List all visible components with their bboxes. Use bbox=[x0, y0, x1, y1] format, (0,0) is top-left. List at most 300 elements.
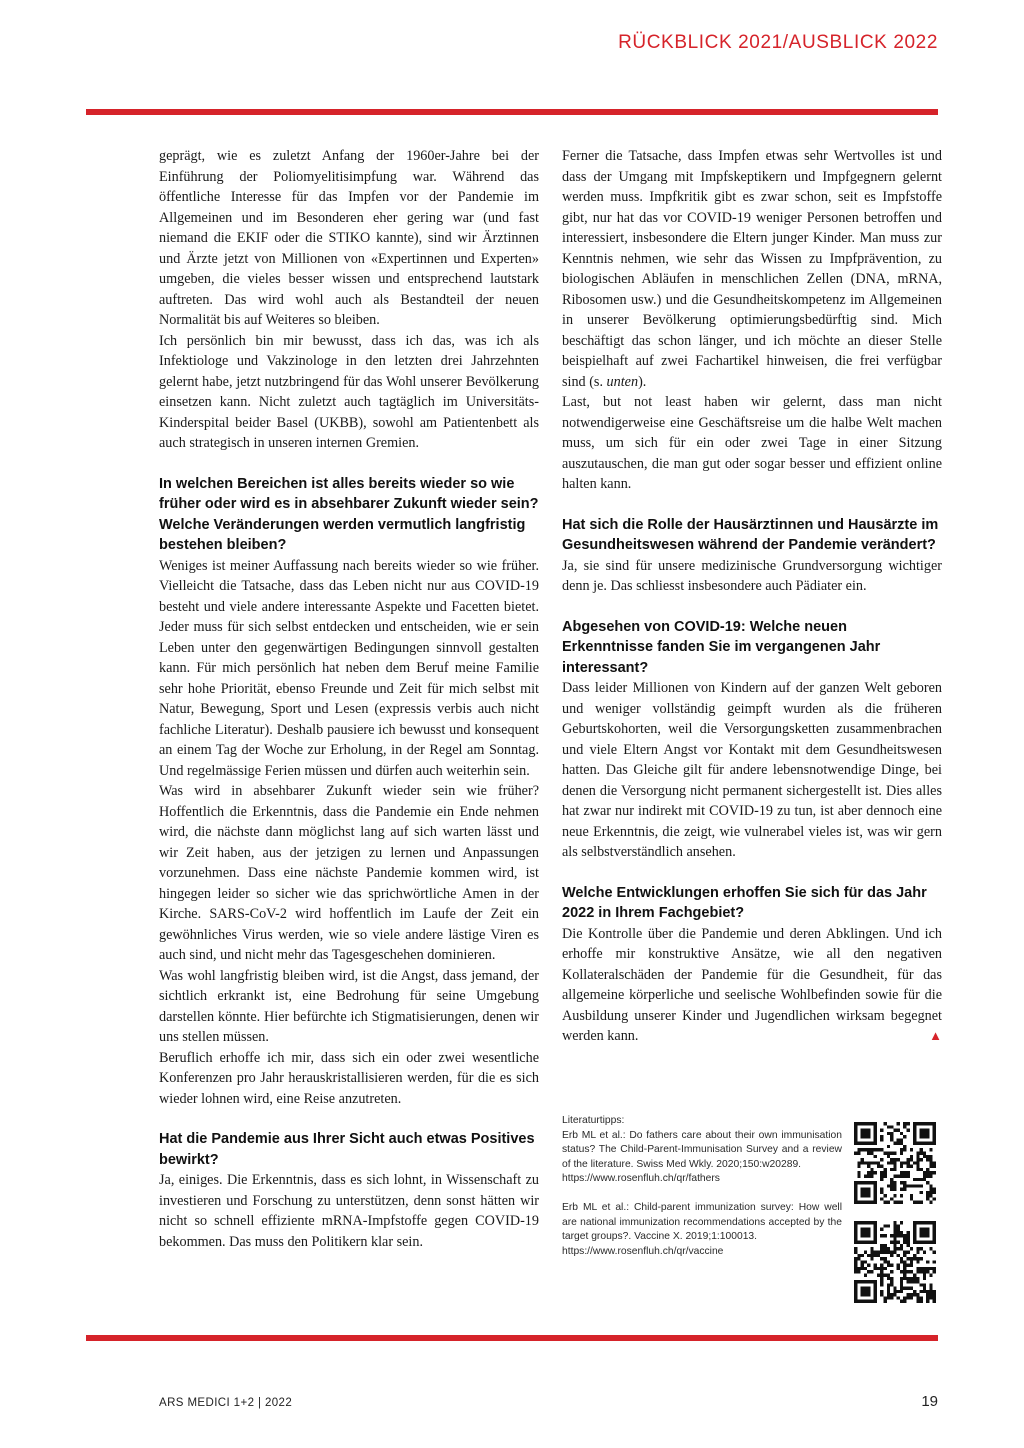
qr-module bbox=[854, 1251, 857, 1254]
qr-module bbox=[929, 1221, 932, 1224]
emphasis-text: unten bbox=[606, 373, 639, 390]
qr-module bbox=[884, 1234, 887, 1237]
qr-module bbox=[906, 1234, 909, 1237]
question-heading: Welche Entwicklungen erhoffen Sie sich für das Jahr 2022 in Ihrem Fachgebiet? bbox=[562, 884, 927, 921]
qr-module bbox=[874, 1287, 877, 1290]
qr-module bbox=[913, 1234, 916, 1237]
qr-module bbox=[854, 1237, 857, 1240]
qr-module bbox=[916, 1168, 919, 1171]
qr-module bbox=[854, 1188, 857, 1191]
qr-module bbox=[854, 1135, 857, 1138]
qr-module bbox=[900, 1174, 903, 1177]
qr-module bbox=[913, 1257, 916, 1260]
qr-module bbox=[890, 1296, 893, 1299]
qr-module bbox=[926, 1181, 929, 1184]
paragraph: Dass leider Millionen von Kindern auf der ganzen Welt geboren und weniger vollständig geimpft wurden als die früheren Geburtskohorten, weil die Versorgungsketten zusammenbrachen und viele Eltern Angst vor Kontakt mit dem Gesundheitswesen hatten. Das Gleiche gilt für andere lebensnotwendige Dinge, bei denen die Versorgung nicht permanent sichergestellt ist. Dies alles hat zwar nur indirekt mit COVID-19 zu tun, ist aber dennoch eine neue Erkenntnis, die zeigt, wie vulnerabel vieles ist, was wir gern als selbstverständlich ansehen. bbox=[562, 680, 942, 860]
qr-module bbox=[887, 1152, 890, 1155]
qr-module bbox=[857, 1122, 860, 1125]
qr-module bbox=[887, 1145, 890, 1148]
qr-module bbox=[864, 1161, 867, 1164]
qr-module bbox=[916, 1142, 919, 1145]
qr-module bbox=[854, 1270, 857, 1273]
qr-module bbox=[854, 1224, 857, 1227]
qr-module bbox=[903, 1287, 906, 1290]
qr-module bbox=[906, 1161, 909, 1164]
qr-module bbox=[893, 1231, 896, 1234]
qr-module bbox=[916, 1267, 919, 1270]
paragraph-text: Die Kontrolle über die Pandemie und deren Abklingen. Und ich erhoffe mir konstruktive Ansätze, wie all den negativen Kollateralschäden der Pandemie für die Gesundheit, für das allgemeine körperliche und seelische Wohlbefinden sowie für die Ausbildung unserer Kinder und Jugendlichen wirksam begegnet werden kann. bbox=[562, 925, 942, 1044]
qr-module bbox=[887, 1251, 890, 1254]
qr-module bbox=[910, 1287, 913, 1290]
qr-module bbox=[929, 1174, 932, 1177]
question-heading: Abgesehen von COVID-19: Welche neuen Erkenntnisse fanden Sie im vergangenen Jahr interessant? bbox=[562, 618, 881, 676]
qr-module bbox=[867, 1290, 870, 1293]
qr-module bbox=[906, 1122, 909, 1125]
qr-module bbox=[906, 1293, 909, 1296]
qr-module bbox=[877, 1251, 880, 1254]
qr-module bbox=[900, 1280, 903, 1283]
header-rule bbox=[86, 109, 938, 115]
qr-module bbox=[854, 1231, 857, 1234]
qr-module bbox=[857, 1257, 860, 1260]
qr-module bbox=[861, 1231, 864, 1234]
qr-module bbox=[884, 1257, 887, 1260]
right-column bbox=[562, 146, 942, 1047]
qr-module bbox=[903, 1267, 906, 1270]
qr-module bbox=[864, 1251, 867, 1254]
qr-module bbox=[880, 1280, 883, 1283]
qr-module bbox=[933, 1296, 936, 1299]
qr-module bbox=[929, 1188, 932, 1191]
qr-module bbox=[884, 1267, 887, 1270]
qr-module bbox=[861, 1191, 864, 1194]
qr-module bbox=[920, 1241, 923, 1244]
qr-module bbox=[926, 1132, 929, 1135]
qr-module bbox=[910, 1158, 913, 1161]
qr-module bbox=[913, 1228, 916, 1231]
qr-module bbox=[923, 1273, 926, 1276]
qr-module bbox=[906, 1257, 909, 1260]
qr-module bbox=[920, 1158, 923, 1161]
qr-module bbox=[867, 1165, 870, 1168]
qr-module bbox=[923, 1267, 926, 1270]
qr-module bbox=[874, 1129, 877, 1132]
qr-module bbox=[857, 1148, 860, 1151]
qr-module bbox=[900, 1277, 903, 1280]
literature-link[interactable]: https://www.rosenfluh.ch/qr/fathers bbox=[562, 1173, 720, 1185]
qr-module bbox=[874, 1135, 877, 1138]
qr-module bbox=[854, 1264, 857, 1267]
qr-module bbox=[929, 1273, 932, 1276]
qr-module bbox=[884, 1300, 887, 1303]
qr-module bbox=[887, 1283, 890, 1286]
qr-module bbox=[864, 1194, 867, 1197]
qr-module bbox=[867, 1228, 870, 1231]
qr-module bbox=[893, 1251, 896, 1254]
qr-module bbox=[893, 1287, 896, 1290]
qr-module bbox=[884, 1296, 887, 1299]
qr-module bbox=[916, 1293, 919, 1296]
qr-module bbox=[854, 1129, 857, 1132]
qr-module bbox=[893, 1244, 896, 1247]
qr-module bbox=[880, 1234, 883, 1237]
qr-module bbox=[903, 1300, 906, 1303]
qr-module bbox=[923, 1231, 926, 1234]
qr-module bbox=[900, 1161, 903, 1164]
publication-info: ARS MEDICI 1+2 | 2022 bbox=[159, 1397, 293, 1409]
qr-module bbox=[910, 1148, 913, 1151]
qr-code-icon[interactable] bbox=[854, 1122, 936, 1204]
qr-module bbox=[857, 1201, 860, 1204]
qr-module bbox=[910, 1194, 913, 1197]
qr-module bbox=[933, 1221, 936, 1224]
qr-module bbox=[857, 1300, 860, 1303]
qr-module bbox=[887, 1273, 890, 1276]
qr-module bbox=[900, 1138, 903, 1141]
qr-module bbox=[900, 1194, 903, 1197]
qr-module bbox=[887, 1201, 890, 1204]
qr-module bbox=[890, 1125, 893, 1128]
paragraph: geprägt, wie es zuletzt Anfang der 1960er-Jahre bei der Einführung der Poliomyelitisimpfung war. Während das öffentliche Interesse für das Impfen vor der Pandemie im Allgemeinen und im Besonderen eher gering war (und fast niemand die EKIF oder die STIKO kannte), sind wir Ärztinnen und Ärzte jetzt von Millionen von «Expertinnen und Experten» umgeben, die vieles besser wissen und entsprechend lautstark auftreten. Das wird wohl auch als Bestandteil der neuen Normalität bis auf Weiteres so bleiben. bbox=[159, 148, 539, 328]
qr-module bbox=[880, 1257, 883, 1260]
qr-module bbox=[854, 1293, 857, 1296]
qr-module bbox=[900, 1300, 903, 1303]
qr-module bbox=[861, 1132, 864, 1135]
qr-module bbox=[854, 1194, 857, 1197]
qr-module bbox=[920, 1257, 923, 1260]
qr-module bbox=[920, 1296, 923, 1299]
qr-module bbox=[903, 1135, 906, 1138]
qr-module bbox=[893, 1165, 896, 1168]
qr-module bbox=[893, 1221, 896, 1224]
qr-module bbox=[867, 1201, 870, 1204]
qr-module bbox=[929, 1293, 932, 1296]
qr-module bbox=[900, 1234, 903, 1237]
qr-module bbox=[884, 1122, 887, 1125]
qr-module bbox=[897, 1254, 900, 1257]
qr-module bbox=[913, 1178, 916, 1181]
qr-module bbox=[923, 1132, 926, 1135]
qr-module bbox=[854, 1221, 857, 1224]
qr-module bbox=[933, 1122, 936, 1125]
qr-module bbox=[920, 1231, 923, 1234]
question-heading: Hat die Pandemie aus Ihrer Sicht auch etwas Positives bewirkt? bbox=[159, 1131, 535, 1168]
qr-module bbox=[916, 1158, 919, 1161]
qr-module bbox=[870, 1142, 873, 1145]
qr-module bbox=[926, 1174, 929, 1177]
qr-module bbox=[887, 1260, 890, 1263]
qr-module bbox=[861, 1135, 864, 1138]
qr-code-icon[interactable] bbox=[854, 1221, 936, 1303]
qr-module bbox=[929, 1267, 932, 1270]
qr-module bbox=[854, 1142, 857, 1145]
qr-module bbox=[867, 1241, 870, 1244]
qr-module bbox=[920, 1132, 923, 1135]
literature-heading: Literaturtipps: bbox=[562, 1115, 625, 1126]
qr-module bbox=[893, 1201, 896, 1204]
qr-module bbox=[926, 1197, 929, 1200]
qr-module bbox=[893, 1293, 896, 1296]
qr-module bbox=[923, 1283, 926, 1286]
qr-module bbox=[867, 1254, 870, 1257]
qr-module bbox=[897, 1158, 900, 1161]
qr-module bbox=[897, 1296, 900, 1299]
qr-module bbox=[903, 1254, 906, 1257]
qr-module bbox=[890, 1138, 893, 1141]
qr-module bbox=[890, 1234, 893, 1237]
qr-module bbox=[923, 1142, 926, 1145]
qr-module bbox=[900, 1231, 903, 1234]
qr-module bbox=[874, 1234, 877, 1237]
qr-module bbox=[933, 1290, 936, 1293]
qr-module bbox=[864, 1191, 867, 1194]
qr-module bbox=[920, 1234, 923, 1237]
qr-module bbox=[926, 1228, 929, 1231]
end-triangle-icon: ▲ bbox=[929, 1028, 942, 1043]
qr-module bbox=[910, 1293, 913, 1296]
qr-module bbox=[906, 1264, 909, 1267]
qr-module bbox=[893, 1237, 896, 1240]
qr-module bbox=[929, 1201, 932, 1204]
qr-module bbox=[887, 1277, 890, 1280]
qr-module bbox=[874, 1280, 877, 1283]
qr-module bbox=[857, 1161, 860, 1164]
qr-module bbox=[926, 1168, 929, 1171]
qr-module bbox=[861, 1260, 864, 1263]
qr-module bbox=[880, 1228, 883, 1231]
qr-module bbox=[903, 1237, 906, 1240]
qr-module bbox=[880, 1247, 883, 1250]
qr-module bbox=[910, 1296, 913, 1299]
qr-module bbox=[910, 1257, 913, 1260]
qr-module bbox=[913, 1237, 916, 1240]
qr-module bbox=[880, 1165, 883, 1168]
qr-module bbox=[900, 1244, 903, 1247]
qr-module bbox=[870, 1174, 873, 1177]
qr-module bbox=[929, 1296, 932, 1299]
qr-module bbox=[906, 1237, 909, 1240]
qr-module bbox=[923, 1155, 926, 1158]
qr-module bbox=[923, 1277, 926, 1280]
qr-module bbox=[929, 1165, 932, 1168]
qr-module bbox=[913, 1129, 916, 1132]
qr-module bbox=[920, 1142, 923, 1145]
qr-module bbox=[854, 1280, 857, 1283]
qr-module bbox=[890, 1181, 893, 1184]
qr-module bbox=[877, 1254, 880, 1257]
qr-module bbox=[890, 1135, 893, 1138]
qr-module bbox=[864, 1234, 867, 1237]
qr-module bbox=[880, 1174, 883, 1177]
qr-module bbox=[874, 1188, 877, 1191]
qr-module bbox=[880, 1244, 883, 1247]
qr-module bbox=[893, 1194, 896, 1197]
qr-module bbox=[874, 1264, 877, 1267]
qr-module bbox=[933, 1231, 936, 1234]
qr-module bbox=[854, 1228, 857, 1231]
paragraph: Last, but not least haben wir gelernt, dass man nicht notwendigerweise eine Geschäftsreise um die halbe Welt machen muss, um sich für ein oder zwei Tage in einer Sitzung auszutauschen, die man gut oder sogar besser und effizient online halten kann. bbox=[562, 394, 942, 492]
section-title: RÜCKBLICK 2021/AUSBLICK 2022 bbox=[618, 32, 938, 53]
literature-link[interactable]: https://www.rosenfluh.ch/qr/vaccine bbox=[562, 1245, 724, 1257]
qr-module bbox=[867, 1132, 870, 1135]
qr-module bbox=[887, 1290, 890, 1293]
qr-module bbox=[913, 1161, 916, 1164]
qr-module bbox=[880, 1290, 883, 1293]
qr-module bbox=[854, 1184, 857, 1187]
qr-module bbox=[867, 1231, 870, 1234]
qr-module bbox=[880, 1283, 883, 1286]
qr-module bbox=[916, 1201, 919, 1204]
qr-module bbox=[903, 1181, 906, 1184]
page-number: 19 bbox=[921, 1393, 938, 1410]
qr-module bbox=[880, 1270, 883, 1273]
qr-module bbox=[887, 1161, 890, 1164]
qr-module bbox=[929, 1142, 932, 1145]
qr-module bbox=[861, 1293, 864, 1296]
qr-module bbox=[874, 1237, 877, 1240]
qr-module bbox=[906, 1277, 909, 1280]
qr-module bbox=[906, 1287, 909, 1290]
qr-module bbox=[926, 1171, 929, 1174]
qr-module bbox=[867, 1148, 870, 1151]
qr-module bbox=[933, 1237, 936, 1240]
qr-module bbox=[861, 1148, 864, 1151]
qr-module bbox=[857, 1181, 860, 1184]
qr-module bbox=[874, 1231, 877, 1234]
qr-module bbox=[900, 1171, 903, 1174]
qr-module bbox=[913, 1135, 916, 1138]
qr-module bbox=[903, 1184, 906, 1187]
qr-module bbox=[903, 1273, 906, 1276]
qr-module bbox=[870, 1241, 873, 1244]
qr-module bbox=[893, 1290, 896, 1293]
qr-module bbox=[890, 1188, 893, 1191]
qr-module bbox=[867, 1293, 870, 1296]
qr-module bbox=[920, 1270, 923, 1273]
qr-module bbox=[864, 1273, 867, 1276]
qr-module bbox=[874, 1181, 877, 1184]
qr-module bbox=[867, 1152, 870, 1155]
qr-module bbox=[926, 1290, 929, 1293]
qr-module bbox=[923, 1290, 926, 1293]
qr-module bbox=[854, 1122, 857, 1125]
qr-module bbox=[867, 1280, 870, 1283]
qr-module bbox=[880, 1188, 883, 1191]
qr-module bbox=[874, 1300, 877, 1303]
qr-module bbox=[887, 1264, 890, 1267]
qr-module bbox=[857, 1267, 860, 1270]
qr-module bbox=[864, 1231, 867, 1234]
qr-module bbox=[870, 1280, 873, 1283]
qr-module bbox=[890, 1293, 893, 1296]
qr-module bbox=[870, 1148, 873, 1151]
qr-module bbox=[854, 1197, 857, 1200]
qr-module bbox=[890, 1197, 893, 1200]
qr-module bbox=[916, 1178, 919, 1181]
qr-module bbox=[884, 1251, 887, 1254]
qr-module bbox=[913, 1231, 916, 1234]
qr-module bbox=[870, 1251, 873, 1254]
qr-module bbox=[933, 1171, 936, 1174]
qr-module bbox=[929, 1161, 932, 1164]
qr-module bbox=[874, 1194, 877, 1197]
qr-module bbox=[874, 1241, 877, 1244]
qr-module bbox=[880, 1267, 883, 1270]
qr-module bbox=[906, 1231, 909, 1234]
qr-module bbox=[861, 1241, 864, 1244]
qr-module bbox=[923, 1287, 926, 1290]
paragraph: Ich persönlich bin mir bewusst, dass ich das, was ich als Infektiologe und Vakzinologe in den letzten drei Jahrzehnten gelernt habe, jetzt nutzbringend für das Wohl unserer Bevölkerung einsetzen kann. Nicht zuletzt auch tagtäglich im Universitäts-Kinderspital beider Basel (UKBB), sowohl am Patientenbett als auch strategisch in unseren internen Gremien. bbox=[159, 332, 539, 451]
qr-module bbox=[870, 1221, 873, 1224]
qr-module bbox=[890, 1264, 893, 1267]
paragraph: Beruflich erhoffe ich mir, dass sich ein oder zwei wesentliche Konferenzen pro Jahr herauskristallisieren werden, für die es sich wieder lohnen wird, eine Reise anzutreten. bbox=[159, 1049, 539, 1107]
qr-module bbox=[926, 1129, 929, 1132]
qr-module bbox=[910, 1270, 913, 1273]
qr-module bbox=[910, 1280, 913, 1283]
qr-module bbox=[926, 1155, 929, 1158]
qr-module bbox=[910, 1247, 913, 1250]
qr-module bbox=[920, 1129, 923, 1132]
qr-module bbox=[916, 1270, 919, 1273]
qr-module bbox=[900, 1287, 903, 1290]
qr-module bbox=[923, 1171, 926, 1174]
qr-module bbox=[903, 1145, 906, 1148]
qr-module bbox=[897, 1267, 900, 1270]
qr-module bbox=[913, 1254, 916, 1257]
qr-module bbox=[874, 1290, 877, 1293]
literature-box bbox=[562, 1114, 842, 1259]
qr-module bbox=[880, 1148, 883, 1151]
qr-module bbox=[854, 1260, 857, 1263]
qr-module bbox=[867, 1194, 870, 1197]
qr-module bbox=[933, 1197, 936, 1200]
qr-module bbox=[880, 1251, 883, 1254]
qr-module bbox=[884, 1244, 887, 1247]
qr-module bbox=[861, 1161, 864, 1164]
qr-module bbox=[854, 1283, 857, 1286]
qr-module bbox=[903, 1148, 906, 1151]
qr-module bbox=[890, 1254, 893, 1257]
qr-module bbox=[893, 1142, 896, 1145]
qr-module bbox=[880, 1158, 883, 1161]
qr-module bbox=[920, 1191, 923, 1194]
qr-module bbox=[916, 1161, 919, 1164]
qr-module bbox=[864, 1129, 867, 1132]
qr-module bbox=[897, 1129, 900, 1132]
qr-module bbox=[916, 1152, 919, 1155]
qr-module bbox=[923, 1129, 926, 1132]
qr-module bbox=[893, 1184, 896, 1187]
qr-module bbox=[910, 1155, 913, 1158]
qr-module bbox=[874, 1138, 877, 1141]
paragraph-text: Ferner die Tatsache, dass Impfen etwas sehr Wertvolles ist und dass der Umgang mit Impfskeptikern und Impfgegnern gelernt werden muss. Impfkritik gibt es zwar schon, seit es Impfstoffe gibt, nur hat das vor COVID-19 weniger Personen betroffen und interessiert, insbesondere die Eltern junger Kinder. Man muss zur Kenntnis nehmen, wie sehr das Wissen zu Impfprävention, zu biologischen Abläufen in menschlichen Zellen (DNA, mRNA, Ribosomen usw.) und die Gesundheitskompetenz im Allgemeinen in unserer Bevölkerung optimierungsbedürftig sind. Mich beschäftigt das schon länger, und ich möchte an dieser Stelle beispielhaft auf zwei Fachartikel hinweisen, die frei verfügbar sind (s. bbox=[562, 148, 942, 390]
qr-module bbox=[933, 1267, 936, 1270]
qr-module bbox=[929, 1194, 932, 1197]
qr-module bbox=[867, 1171, 870, 1174]
qr-module bbox=[861, 1194, 864, 1197]
qr-module bbox=[867, 1188, 870, 1191]
qr-module bbox=[916, 1277, 919, 1280]
qr-module bbox=[920, 1201, 923, 1204]
qr-module bbox=[864, 1228, 867, 1231]
qr-module bbox=[933, 1300, 936, 1303]
paragraph: Ja, einiges. Die Erkenntnis, dass es sich lohnt, in Wissenschaft zu investieren und Forschung zu unterstützen, denn sonst hätten wir nicht so schnell effiziente mRNA-Impfstoffe gegen COVID-19 bekommen. Das muss den Politikern klar sein. bbox=[159, 1172, 539, 1250]
qr-module bbox=[929, 1290, 932, 1293]
qr-module bbox=[897, 1231, 900, 1234]
qr-module bbox=[874, 1228, 877, 1231]
qr-module bbox=[913, 1224, 916, 1227]
qr-module bbox=[933, 1224, 936, 1227]
